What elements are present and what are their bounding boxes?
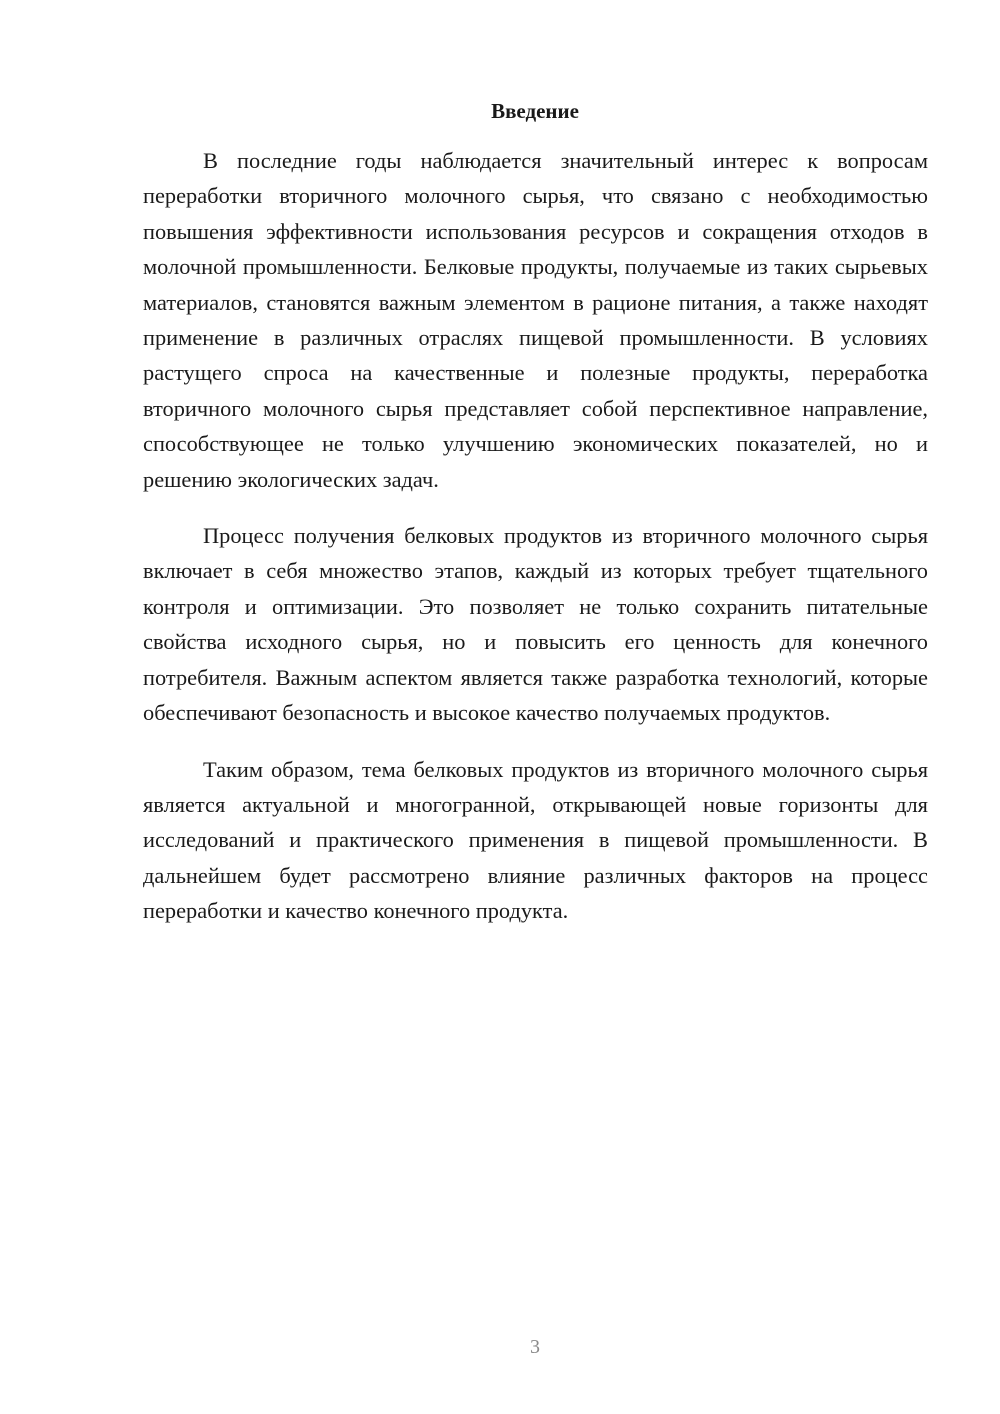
body-text [143, 143, 928, 950]
paragraph-1: В последние годы наблюдается значительный интерес к вопросам переработки вторичного молочного сырья, что связано с необходимостью повышения эффективности использования ресурсов и сокращения отходов в молочной промышленности. Белковые продукты, получаемые из таких сырьевых материалов, становятся важным элементом в рационе питания, а также находят применение в различных отраслях пищевой промышленности. В условиях растущего спроса на качественные и полезные продукты, переработка вторичного молочного сырья представляет собой перспективное направление, способствующее не только улучшению экономических показателей, но и решению экологических задач. [143, 148, 928, 492]
page-number: 3 [530, 1336, 540, 1358]
paragraph-3: Таким образом, тема белковых продуктов из вторичного молочного сырья является актуальной и многогранной, открывающей новые горизонты для исследований и практического применения в пищевой промышленности. В дальнейшем будет рассмотрено влияние различных факторов на процесс переработки и качество конечного продукта. [143, 756, 928, 924]
section-heading: Введение [491, 99, 579, 123]
paragraph-2: Процесс получения белковых продуктов из вторичного молочного сырья включает в себя множество этапов, каждый из которых требует тщательного контроля и оптимизации. Это позволяет не только сохранить питательные свойства исходного сырья, но и повысить его ценность для конечного потребителя. Важным аспектом является также разработка технологий, которые обеспечивают безопасность и высокое качество получаемых продуктов. [143, 523, 928, 726]
